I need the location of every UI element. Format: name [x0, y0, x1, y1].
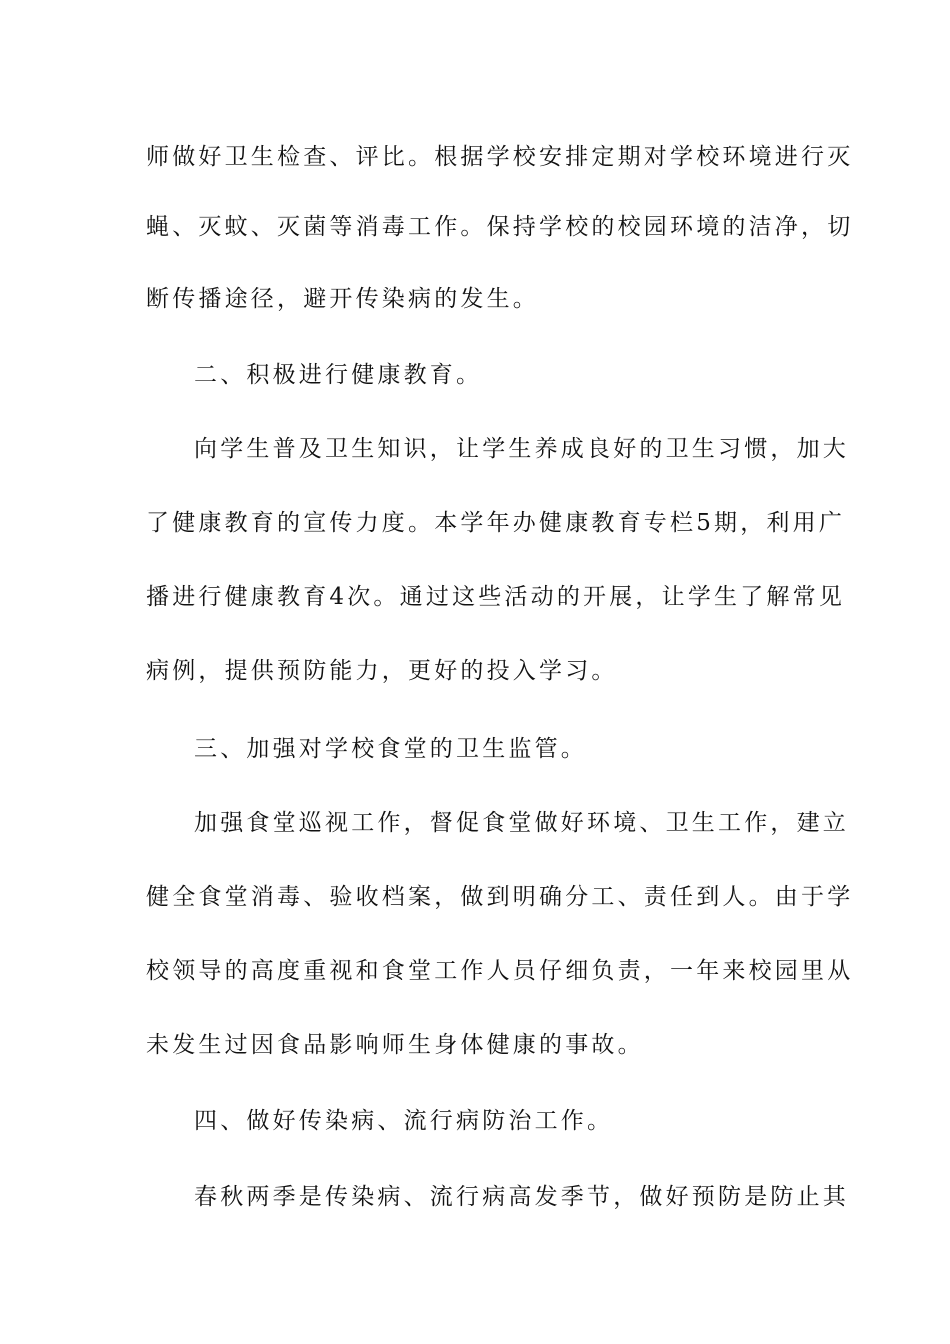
section-heading-4: 四、做好传染病、流行病防治工作。 — [194, 1108, 614, 1134]
paragraph-3-line-4: 未发生过因食品影响师生身体健康的事故。 — [146, 1032, 644, 1058]
section-heading-2: 二、积极进行健康教育。 — [194, 362, 483, 388]
paragraph-3-line-2: 健全食堂消毒、验收档案，做到明确分工、责任到人。由于学 — [146, 884, 854, 910]
paragraph-4-line-1: 春秋两季是传染病、流行病高发季节，做好预防是防止其 — [194, 1184, 849, 1210]
section-heading-3: 三、加强对学校食堂的卫生监管。 — [194, 736, 587, 762]
paragraph-1-line-3: 断传播途径，避开传染病的发生。 — [146, 286, 539, 312]
paragraph-2-line-4: 病例，提供预防能力，更好的投入学习。 — [146, 658, 618, 684]
paragraph-2-line-1: 向学生普及卫生知识，让学生养成良好的卫生习惯，加大 — [194, 436, 849, 462]
paragraph-2-line-2: 了健康教育的宣传力度。本学年办健康教育专栏5期，利用广 — [146, 510, 846, 536]
paragraph-1-line-1: 师做好卫生检查、评比。根据学校安排定期对学校环境进行灭 — [146, 144, 854, 170]
paragraph-2-line-3: 播进行健康教育4次。通过这些活动的开展，让学生了解常见 — [146, 584, 846, 610]
paragraph-3-line-1: 加强食堂巡视工作，督促食堂做好环境、卫生工作，建立 — [194, 810, 849, 836]
paragraph-1-line-2: 蝇、灭蚊、灭菌等消毒工作。保持学校的校园环境的洁净，切 — [146, 214, 854, 240]
paragraph-3-line-3: 校领导的高度重视和食堂工作人员仔细负责，一年来校园里从 — [146, 958, 854, 984]
